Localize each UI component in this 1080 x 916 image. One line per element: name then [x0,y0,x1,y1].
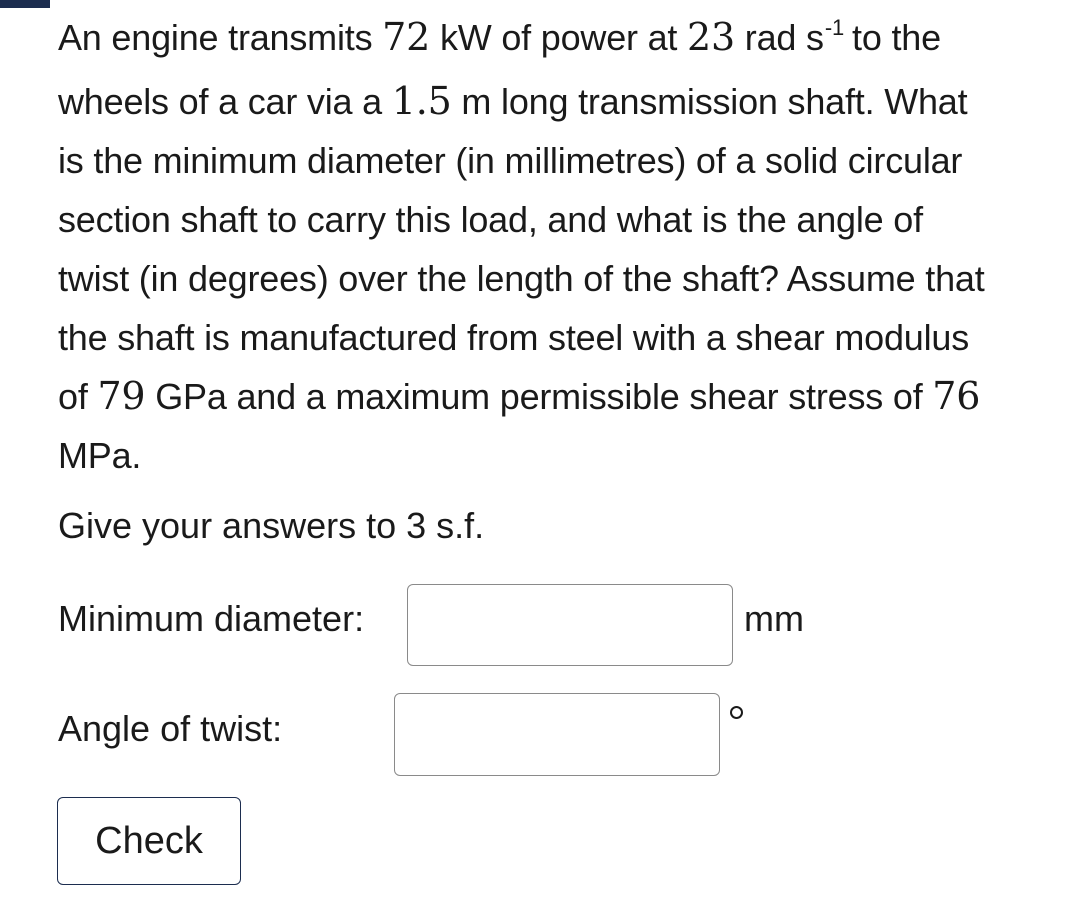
question-text-part: rad s [735,17,824,58]
exponent: -1 [824,15,845,40]
degree-icon [730,706,743,719]
diameter-unit: mm [744,598,804,639]
question-text-part: m long transmission shaft. What is the minimum diameter (in millimetres) of a solid circular section shaft to carry this load, and what is the angle of twist (in degrees) over the length of the shaft? Assume that the shaft is manufactured from steel with a shear modulus of [58,81,985,417]
question-text-part: An engine transmits [58,17,383,58]
shear-modulus-value: 79 [97,374,146,418]
diameter-input[interactable] [407,584,733,666]
top-accent-bar [0,0,50,8]
angular-speed-value: 23 [687,15,735,59]
shaft-length-value: 1.5 [391,79,452,123]
twist-label: Angle of twist: [58,708,283,749]
twist-input[interactable] [394,693,720,776]
question-text-part: to the wheels of a car via a [58,17,941,122]
question-text-part: MPa. [58,435,142,476]
max-shear-stress-value: 76 [932,374,981,418]
question-text [58,8,998,485]
diameter-label: Minimum diameter: [58,598,365,639]
instruction-text: Give your answers to 3 s.f. [58,505,485,546]
question-text-part: GPa and a maximum permissible shear stress of [145,376,933,417]
check-button[interactable]: Check [57,797,241,885]
power-value: 72 [382,15,431,59]
question-text-part: kW of power at [430,17,688,58]
